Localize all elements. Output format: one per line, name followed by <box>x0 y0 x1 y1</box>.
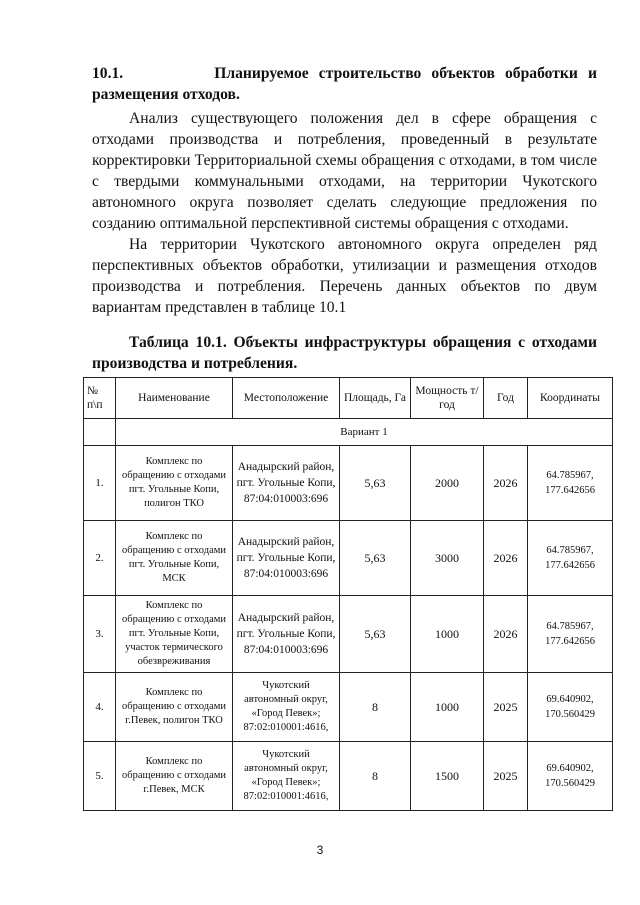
section-heading: 10.1. Планируемое строительство объектов обработки и размещения отходов. <box>92 65 597 103</box>
header-coords: Координаты <box>528 378 613 419</box>
row-coords: 64.785967, 177.642656 <box>528 521 613 596</box>
row-area: 5,63 <box>340 521 411 596</box>
row-capacity: 1000 <box>411 596 484 673</box>
row-coords: 69.640902, 170.560429 <box>528 742 613 811</box>
row-year: 2026 <box>484 596 528 673</box>
row-location: Анадырский район, пгт. Угольные Копи, 87:04:010003:696 <box>233 521 340 596</box>
table-row <box>84 596 613 673</box>
header-year: Год <box>484 378 528 419</box>
row-capacity: 3000 <box>411 521 484 596</box>
header-num: № п\п <box>84 378 116 419</box>
row-year: 2025 <box>484 742 528 811</box>
row-location: Анадырский район, пгт. Угольные Копи, 87:04:010003:696 <box>233 596 340 673</box>
row-coords: 64.785967, 177.642656 <box>528 596 613 673</box>
row-name: Комплекс по обращению с отходами пгт. Угольные Копи, полигон ТКО <box>116 446 233 521</box>
header-capacity: Мощность т/год <box>411 378 484 419</box>
row-num: 4. <box>84 673 116 742</box>
row-num: 3. <box>84 596 116 673</box>
page-number: 3 <box>316 843 324 857</box>
table-row <box>84 521 613 596</box>
row-name: Комплекс по обращению с отходами г.Певек, полигон ТКО <box>116 673 233 742</box>
row-year: 2025 <box>484 673 528 742</box>
row-year: 2026 <box>484 521 528 596</box>
row-num: 5. <box>84 742 116 811</box>
header-name: Наименование <box>116 378 233 419</box>
row-location: Чукотский автономный округ, «Город Певек»; 87:02:010001:4616, <box>233 742 340 811</box>
row-name: Комплекс по обращению с отходами пгт. Угольные Копи, МСК <box>116 521 233 596</box>
row-area: 5,63 <box>340 596 411 673</box>
row-name: Комплекс по обращению с отходами пгт. Угольные Копи, участок термического обезвреживания <box>116 596 233 673</box>
row-name: Комплекс по обращению с отходами г.Певек, МСК <box>116 742 233 811</box>
row-capacity: 2000 <box>411 446 484 521</box>
row-year: 2026 <box>484 446 528 521</box>
variant-label: Вариант 1 <box>116 419 613 446</box>
row-area: 5,63 <box>340 446 411 521</box>
table-row <box>84 673 613 742</box>
row-area: 8 <box>340 742 411 811</box>
row-num: 1. <box>84 446 116 521</box>
table-row <box>84 742 613 811</box>
row-capacity: 1500 <box>411 742 484 811</box>
variant-row <box>84 419 613 446</box>
paragraph-analysis: Анализ существующего положения дел в сфере обращения с отходами производства и потребления, проведенный в результате корректировки Территориальной схемы обращения с отходами, в том числе с твердыми коммунальными отходами, на территории Чукотского автономного округа позволяет сделать следующие предложения по созданию оптимальной перспективной системы обращения с отходами. <box>92 110 597 232</box>
infrastructure-table <box>83 377 613 811</box>
row-coords: 69.640902, 170.560429 <box>528 673 613 742</box>
row-num: 2. <box>84 521 116 596</box>
table-header-row <box>84 378 613 419</box>
header-location: Местоположение <box>233 378 340 419</box>
table-row <box>84 446 613 521</box>
variant-spacer <box>84 419 116 446</box>
row-capacity: 1000 <box>411 673 484 742</box>
row-location: Анадырский район, пгт. Угольные Копи, 87:04:010003:696 <box>233 446 340 521</box>
header-area: Площадь, Га <box>340 378 411 419</box>
table-caption: Таблица 10.1. Объекты инфраструктуры обращения с отходами производства и потребления. <box>92 334 597 372</box>
row-location: Чукотский автономный округ, «Город Певек»; 87:02:010001:4616, <box>233 673 340 742</box>
row-coords: 64.785967, 177.642656 <box>528 446 613 521</box>
paragraph-objects: На территории Чукотского автономного округа определен ряд перспективных объектов обработки, утилизации и размещения отходов производства и потребления. Перечень данных объектов по двум вариантам представлен в таблице 10.1 <box>92 236 597 316</box>
row-area: 8 <box>340 673 411 742</box>
